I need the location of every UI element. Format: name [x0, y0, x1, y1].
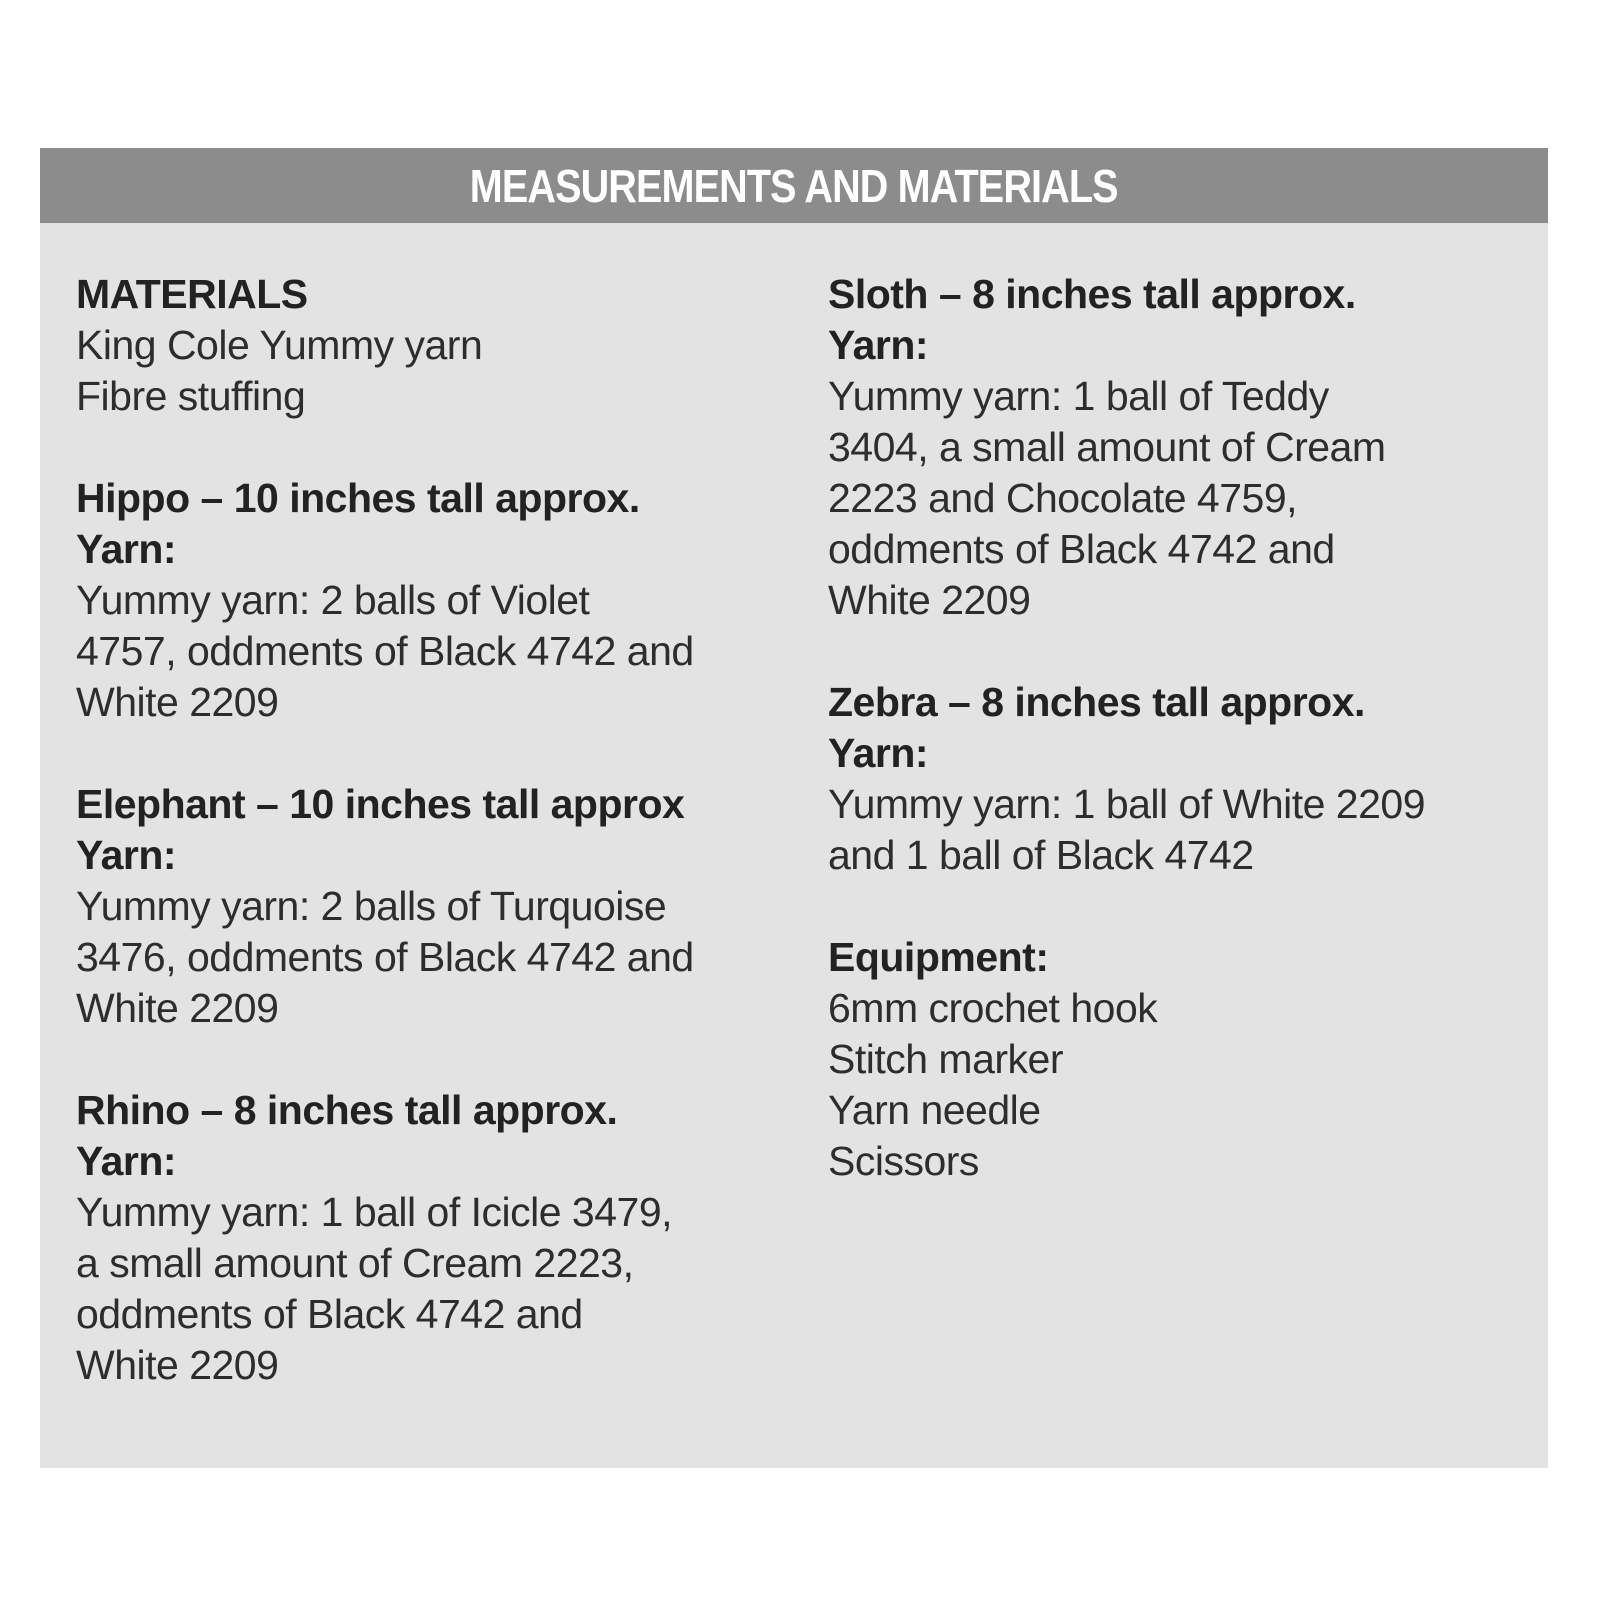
hippo-yarn-line: Yummy yarn: 2 balls of Violet: [76, 577, 590, 623]
section-equipment: [828, 932, 1528, 1187]
hippo-heading: Hippo – 10 inches tall approx.: [76, 475, 640, 521]
sloth-yarn-line: oddments of Black 4742 and: [828, 526, 1335, 572]
sloth-yarn-line: White 2209: [828, 577, 1031, 623]
zebra-yarn-line: and 1 ball of Black 4742: [828, 832, 1254, 878]
section-title-bar: [40, 148, 1548, 223]
materials-panel: [40, 223, 1548, 1468]
section-rhino: [76, 1085, 828, 1391]
sloth-yarn-subheading: Yarn:: [828, 322, 929, 368]
sloth-yarn-line: 2223 and Chocolate 4759,: [828, 475, 1298, 521]
materials-heading: MATERIALS: [76, 271, 308, 317]
hippo-yarn-subheading: Yarn:: [76, 526, 177, 572]
elephant-yarn-subheading: Yarn:: [76, 832, 177, 878]
rhino-yarn-line: Yummy yarn: 1 ball of Icicle 3479,: [76, 1189, 673, 1235]
sloth-yarn-line: 3404, a small amount of Cream: [828, 424, 1386, 470]
equipment-line: 6mm crochet hook: [828, 985, 1158, 1031]
zebra-yarn-subheading: Yarn:: [828, 730, 929, 776]
hippo-yarn-line: White 2209: [76, 679, 279, 725]
section-materials: [76, 269, 828, 422]
rhino-heading: Rhino – 8 inches tall approx.: [76, 1087, 618, 1133]
elephant-yarn-line: Yummy yarn: 2 balls of Turquoise: [76, 883, 667, 929]
equipment-line: Stitch marker: [828, 1036, 1063, 1082]
section-elephant: [76, 779, 828, 1034]
materials-line: King Cole Yummy yarn: [76, 322, 483, 368]
rhino-yarn-line: oddments of Black 4742 and: [76, 1291, 583, 1337]
section-sloth: [828, 269, 1528, 626]
equipment-line: Yarn needle: [828, 1087, 1041, 1133]
page-title: MEASUREMENTS AND MATERIALS: [470, 159, 1118, 212]
right-column: [828, 269, 1528, 1468]
elephant-yarn-line: 3476, oddments of Black 4742 and: [76, 934, 694, 980]
hippo-yarn-line: 4757, oddments of Black 4742 and: [76, 628, 694, 674]
section-zebra: [828, 677, 1528, 881]
zebra-yarn-line: Yummy yarn: 1 ball of White 2209: [828, 781, 1426, 827]
sloth-yarn-line: Yummy yarn: 1 ball of Teddy: [828, 373, 1329, 419]
rhino-yarn-line: a small amount of Cream 2223,: [76, 1240, 634, 1286]
left-column: [76, 269, 828, 1468]
equipment-line: Scissors: [828, 1138, 979, 1184]
rhino-yarn-line: White 2209: [76, 1342, 279, 1388]
equipment-heading: Equipment:: [828, 934, 1049, 980]
zebra-heading: Zebra – 8 inches tall approx.: [828, 679, 1365, 725]
elephant-yarn-line: White 2209: [76, 985, 279, 1031]
materials-line: Fibre stuffing: [76, 373, 306, 419]
elephant-heading: Elephant – 10 inches tall approx: [76, 781, 685, 827]
section-hippo: [76, 473, 828, 728]
sloth-heading: Sloth – 8 inches tall approx.: [828, 271, 1356, 317]
rhino-yarn-subheading: Yarn:: [76, 1138, 177, 1184]
